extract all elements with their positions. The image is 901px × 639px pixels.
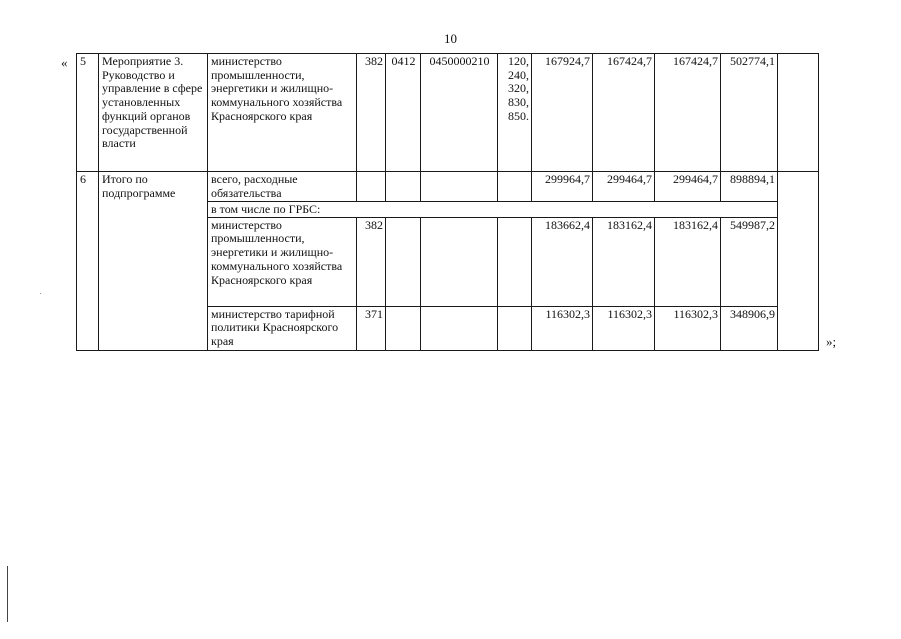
budget-table	[76, 53, 819, 351]
year3-value: 183162,4	[655, 217, 721, 306]
grbs-code: 382	[357, 54, 386, 172]
vr-codes	[498, 172, 532, 202]
measure-name: Итого по подпрограмме	[99, 172, 208, 351]
csr-code	[421, 306, 498, 350]
page-number: 10	[444, 31, 457, 46]
year2-value: 116302,3	[593, 306, 655, 350]
opening-quote: «	[61, 55, 68, 70]
year3-value: 116302,3	[655, 306, 721, 350]
result-cell	[778, 54, 819, 172]
total-label: всего, расходные обязательства	[208, 172, 357, 202]
grbs-code: 371	[357, 306, 386, 350]
csr-code: 0450000210	[421, 54, 498, 172]
year1-value: 167924,7	[532, 54, 593, 172]
rzpr-code: 0412	[386, 54, 421, 172]
year1-value: 116302,3	[532, 306, 593, 350]
table-row	[77, 54, 819, 172]
vr-codes	[498, 306, 532, 350]
year2-value: 167424,7	[593, 54, 655, 172]
grbs-code: 382	[357, 217, 386, 306]
year1-value: 299964,7	[532, 172, 593, 202]
year2-value: 183162,4	[593, 217, 655, 306]
scan-speck	[40, 293, 41, 294]
vr-codes: 120, 240, 320, 830, 850.	[498, 54, 532, 172]
year3-value: 299464,7	[655, 172, 721, 202]
period-total: 549987,2	[721, 217, 778, 306]
grbs-name: министерство тарифной политики Красноярского края	[208, 306, 357, 350]
csr-code	[421, 172, 498, 202]
year3-value: 167424,7	[655, 54, 721, 172]
table-row	[77, 172, 819, 202]
rzpr-code	[386, 217, 421, 306]
result-cell	[778, 172, 819, 351]
grbs-name: министерство промышленности, энергетики и жилищно-коммунального хозяйства Красноярского края	[208, 54, 357, 172]
period-total: 348906,9	[721, 306, 778, 350]
grbs-name: министерство промышленности, энергетики и жилищно-коммунального хозяйства Красноярского края	[208, 217, 357, 306]
year2-value: 299464,7	[593, 172, 655, 202]
grbs-code	[357, 172, 386, 202]
closing-quote: »;	[826, 334, 837, 349]
row-number: 6	[77, 172, 99, 351]
scan-margin-line	[7, 566, 8, 622]
rzpr-code	[386, 172, 421, 202]
year1-value: 183662,4	[532, 217, 593, 306]
measure-name: Мероприятие 3. Руководство и управление в сфере установленных функций органов государственной власти	[99, 54, 208, 172]
grbs-subheader: в том числе по ГРБС:	[208, 202, 778, 218]
row-number: 5	[77, 54, 99, 172]
csr-code	[421, 217, 498, 306]
rzpr-code	[386, 306, 421, 350]
period-total: 898894,1	[721, 172, 778, 202]
period-total: 502774,1	[721, 54, 778, 172]
vr-codes	[498, 217, 532, 306]
